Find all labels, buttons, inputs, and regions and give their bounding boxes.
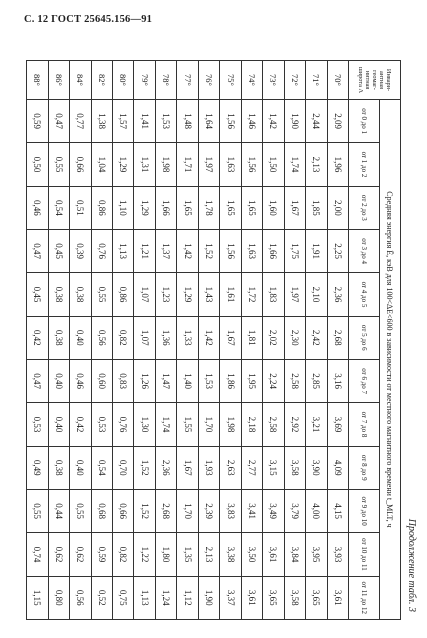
interval-header: от 8 до 9 — [349, 446, 380, 489]
latitude-cell: 77° — [177, 61, 198, 100]
value-cell: 1,12 — [177, 576, 198, 619]
latitude-cell: 75° — [220, 61, 241, 100]
value-cell: 2,58 — [284, 359, 305, 402]
value-cell: 3,21 — [306, 403, 327, 446]
value-cell: 3,37 — [220, 576, 241, 619]
table-row — [198, 61, 219, 620]
table-row — [48, 61, 69, 620]
value-cell: 1,74 — [284, 143, 305, 186]
value-cell: 1,67 — [177, 446, 198, 489]
value-cell: 0,53 — [91, 403, 112, 446]
interval-header: от 4 до 5 — [349, 273, 380, 316]
value-cell: 1,75 — [284, 229, 305, 272]
value-cell: 3,16 — [327, 359, 348, 402]
value-cell: 2,63 — [220, 446, 241, 489]
value-cell: 2,68 — [155, 489, 176, 532]
value-cell: 3,65 — [306, 576, 327, 619]
latitude-cell: 73° — [263, 61, 284, 100]
value-cell: 1,04 — [91, 143, 112, 186]
value-cell: 1,29 — [134, 186, 155, 229]
value-cell: 2,13 — [306, 143, 327, 186]
value-cell: 1,53 — [155, 100, 176, 143]
value-cell: 3,83 — [220, 489, 241, 532]
value-cell: 1,42 — [177, 229, 198, 272]
value-cell: 1,96 — [327, 143, 348, 186]
value-cell: 1,13 — [113, 229, 134, 272]
value-cell: 3,61 — [327, 576, 348, 619]
value-cell: 1,63 — [220, 143, 241, 186]
value-cell: 2,36 — [155, 446, 176, 489]
table-row — [91, 61, 112, 620]
value-cell: 0,45 — [27, 273, 49, 316]
value-cell: 4,15 — [327, 489, 348, 532]
value-cell: 0,46 — [70, 359, 91, 402]
value-cell: 0,51 — [70, 186, 91, 229]
value-cell: 2,39 — [198, 489, 219, 532]
value-cell: 1,57 — [113, 100, 134, 143]
value-cell: 2,25 — [327, 229, 348, 272]
latitude-cell: 76° — [198, 61, 219, 100]
interval-header-row — [349, 61, 380, 620]
value-cell: 1,70 — [198, 403, 219, 446]
table-row — [177, 61, 198, 620]
value-cell: 0,86 — [91, 186, 112, 229]
value-cell: 1,31 — [134, 143, 155, 186]
value-cell: 1,56 — [220, 100, 241, 143]
interval-header: от 3 до 4 — [349, 229, 380, 272]
latitude-cell: 70° — [327, 61, 348, 100]
value-cell: 0,62 — [48, 533, 69, 576]
value-cell: 0,45 — [48, 229, 69, 272]
value-cell: 0,62 — [70, 533, 91, 576]
value-cell: 0,55 — [91, 273, 112, 316]
value-cell: 0,59 — [27, 100, 49, 143]
value-cell: 1,29 — [113, 143, 134, 186]
value-cell: 0,55 — [70, 489, 91, 532]
table-row — [263, 61, 284, 620]
value-cell: 0,53 — [27, 403, 49, 446]
value-cell: 0,55 — [27, 489, 49, 532]
value-cell: 2,10 — [306, 273, 327, 316]
latitude-cell: 78° — [155, 61, 176, 100]
latitude-cell: 71° — [306, 61, 327, 100]
value-cell: 1,90 — [284, 100, 305, 143]
value-cell: 1,41 — [134, 100, 155, 143]
value-cell: 3,90 — [306, 446, 327, 489]
value-cell: 0,56 — [91, 316, 112, 359]
value-cell: 0,59 — [91, 533, 112, 576]
value-cell: 1,37 — [155, 229, 176, 272]
value-cell: 3,58 — [284, 576, 305, 619]
value-cell: 2,09 — [327, 100, 348, 143]
value-cell: 0,74 — [27, 533, 49, 576]
table-row — [155, 61, 176, 620]
value-cell: 1,97 — [198, 143, 219, 186]
value-cell: 3,41 — [241, 489, 262, 532]
value-cell: 0,82 — [113, 316, 134, 359]
value-cell: 3,84 — [284, 533, 305, 576]
value-cell: 2,02 — [263, 316, 284, 359]
value-cell: 1,24 — [155, 576, 176, 619]
table-caption: Средняя энергия Ē, кэВ для 100<ΔE<600 в зависимости от местного магнитного времени t_MLT, ч — [380, 100, 401, 620]
value-cell: 0,38 — [48, 446, 69, 489]
value-cell: 2,58 — [263, 403, 284, 446]
value-cell: 1,66 — [155, 186, 176, 229]
value-cell: 1,65 — [241, 186, 262, 229]
value-cell: 1,66 — [263, 229, 284, 272]
latitude-cell: 79° — [134, 61, 155, 100]
value-cell: 1,65 — [177, 186, 198, 229]
interval-header: от 0 до 1 — [349, 100, 380, 143]
latitude-cell: 88° — [27, 61, 49, 100]
interval-header: от 10 до 11 — [349, 533, 380, 576]
value-cell: 0,52 — [91, 576, 112, 619]
value-cell: 3,95 — [306, 533, 327, 576]
value-cell: 3,15 — [263, 446, 284, 489]
value-cell: 1,97 — [284, 273, 305, 316]
value-cell: 3,65 — [263, 576, 284, 619]
value-cell: 1,13 — [134, 576, 155, 619]
value-cell: 0,54 — [91, 446, 112, 489]
value-cell: 0,77 — [70, 100, 91, 143]
value-cell: 1,83 — [263, 273, 284, 316]
value-cell: 1,63 — [241, 229, 262, 272]
value-cell: 1,29 — [177, 273, 198, 316]
value-cell: 1,70 — [177, 489, 198, 532]
page-header: С. 12 ГОСТ 25645.156—91 — [24, 14, 153, 25]
latitude-cell: 82° — [91, 61, 112, 100]
value-cell: 0,56 — [70, 576, 91, 619]
value-cell: 1,43 — [198, 273, 219, 316]
value-cell: 1,81 — [241, 316, 262, 359]
value-cell: 1,60 — [263, 186, 284, 229]
value-cell: 1,07 — [134, 316, 155, 359]
latitude-cell: 86° — [48, 61, 69, 100]
value-cell: 0,76 — [113, 403, 134, 446]
value-cell: 1,71 — [177, 143, 198, 186]
latitude-cell: 80° — [113, 61, 134, 100]
table-row — [306, 61, 327, 620]
value-cell: 1,42 — [263, 100, 284, 143]
continuation-label: Продолжение табл. 3 — [406, 518, 417, 612]
interval-header: от 2 до 3 — [349, 186, 380, 229]
value-cell: 1,86 — [220, 359, 241, 402]
value-cell: 1,30 — [134, 403, 155, 446]
value-cell: 0,54 — [48, 186, 69, 229]
value-cell: 1,95 — [241, 359, 262, 402]
value-cell: 0,86 — [113, 273, 134, 316]
energy-table — [26, 60, 401, 620]
value-cell: 0,40 — [48, 403, 69, 446]
value-cell: 4,00 — [306, 489, 327, 532]
value-cell: 0,82 — [113, 533, 134, 576]
interval-header: от 5 до 6 — [349, 316, 380, 359]
value-cell: 1,74 — [155, 403, 176, 446]
value-cell: 1,72 — [241, 273, 262, 316]
value-cell: 0,66 — [70, 143, 91, 186]
value-cell: 3,50 — [241, 533, 262, 576]
value-cell: 1,40 — [177, 359, 198, 402]
value-cell: 1,38 — [91, 100, 112, 143]
value-cell: 1,85 — [306, 186, 327, 229]
value-cell: 3,69 — [327, 403, 348, 446]
interval-header: от 1 до 2 — [349, 143, 380, 186]
value-cell: 0,50 — [27, 143, 49, 186]
value-cell: 1,35 — [177, 533, 198, 576]
value-cell: 1,65 — [220, 186, 241, 229]
value-cell: 1,48 — [177, 100, 198, 143]
value-cell: 0,42 — [27, 316, 49, 359]
value-cell: 2,42 — [306, 316, 327, 359]
interval-header: от 9 до 10 — [349, 489, 380, 532]
value-cell: 1,50 — [263, 143, 284, 186]
table-row — [284, 61, 305, 620]
value-cell: 1,90 — [198, 576, 219, 619]
interval-header: от 6 до 7 — [349, 359, 380, 402]
value-cell: 1,10 — [113, 186, 134, 229]
value-cell: 3,79 — [284, 489, 305, 532]
value-cell: 0,55 — [48, 143, 69, 186]
value-cell: 1,52 — [134, 446, 155, 489]
value-cell: 1,56 — [220, 229, 241, 272]
value-cell: 0,40 — [70, 316, 91, 359]
value-cell: 1,98 — [155, 143, 176, 186]
value-cell: 3,93 — [327, 533, 348, 576]
value-cell: 1,42 — [198, 316, 219, 359]
value-cell: 1,46 — [241, 100, 262, 143]
value-cell: 1,52 — [134, 489, 155, 532]
value-cell: 4,09 — [327, 446, 348, 489]
value-cell: 2,36 — [327, 273, 348, 316]
value-cell: 1,55 — [177, 403, 198, 446]
rotated-table-area — [22, 60, 417, 620]
table-row — [220, 61, 241, 620]
value-cell: 1,61 — [220, 273, 241, 316]
value-cell: 0,40 — [70, 446, 91, 489]
value-cell: 2,44 — [306, 100, 327, 143]
value-cell: 1,22 — [134, 533, 155, 576]
value-cell: 2,77 — [241, 446, 262, 489]
value-cell: 0,44 — [48, 489, 69, 532]
value-cell: 2,68 — [327, 316, 348, 359]
latitude-cell: 74° — [241, 61, 262, 100]
value-cell: 1,64 — [198, 100, 219, 143]
value-cell: 0,66 — [113, 489, 134, 532]
value-cell: 1,53 — [198, 359, 219, 402]
value-cell: 1,80 — [155, 533, 176, 576]
value-cell: 1,98 — [220, 403, 241, 446]
value-cell: 1,26 — [134, 359, 155, 402]
value-cell: 1,93 — [198, 446, 219, 489]
value-cell: 0,83 — [113, 359, 134, 402]
value-cell: 1,56 — [241, 143, 262, 186]
value-cell: 0,60 — [91, 359, 112, 402]
interval-header: от 7 до 8 — [349, 403, 380, 446]
value-cell: 0,75 — [113, 576, 134, 619]
interval-header: от 11 до 12 — [349, 576, 380, 619]
value-cell: 1,36 — [155, 316, 176, 359]
value-cell: 0,38 — [70, 273, 91, 316]
value-cell: 1,91 — [306, 229, 327, 272]
value-cell: 1,23 — [155, 273, 176, 316]
latitude-cell: 84° — [70, 61, 91, 100]
value-cell: 2,24 — [263, 359, 284, 402]
table-row — [113, 61, 134, 620]
value-cell: 2,13 — [198, 533, 219, 576]
value-cell: 0,80 — [48, 576, 69, 619]
value-cell: 1,47 — [155, 359, 176, 402]
value-cell: 0,38 — [48, 273, 69, 316]
value-cell: 3,38 — [220, 533, 241, 576]
table-row — [134, 61, 155, 620]
value-cell: 2,30 — [284, 316, 305, 359]
value-cell: 0,46 — [27, 186, 49, 229]
value-cell: 1,52 — [198, 229, 219, 272]
table-row — [27, 61, 49, 620]
value-cell: 0,47 — [27, 359, 49, 402]
value-cell: 2,85 — [306, 359, 327, 402]
value-cell: 0,47 — [48, 100, 69, 143]
value-cell: 0,68 — [91, 489, 112, 532]
value-cell: 1,15 — [27, 576, 49, 619]
latitude-header: Инвари-антная геомаг-нитная широта Λ — [349, 61, 401, 100]
table-row — [70, 61, 91, 620]
value-cell: 0,49 — [27, 446, 49, 489]
value-cell: 0,47 — [27, 229, 49, 272]
latitude-cell: 72° — [284, 61, 305, 100]
value-cell: 3,58 — [284, 446, 305, 489]
value-cell: 1,07 — [134, 273, 155, 316]
table-row — [327, 61, 348, 620]
value-cell: 2,00 — [327, 186, 348, 229]
value-cell: 0,70 — [113, 446, 134, 489]
value-cell: 0,39 — [70, 229, 91, 272]
value-cell: 0,38 — [48, 316, 69, 359]
value-cell: 0,40 — [48, 359, 69, 402]
table-row — [241, 61, 262, 620]
value-cell: 3,61 — [241, 576, 262, 619]
value-cell: 3,61 — [263, 533, 284, 576]
value-cell: 1,67 — [284, 186, 305, 229]
value-cell: 2,18 — [241, 403, 262, 446]
value-cell: 1,78 — [198, 186, 219, 229]
value-cell: 1,21 — [134, 229, 155, 272]
value-cell: 3,49 — [263, 489, 284, 532]
value-cell: 1,67 — [220, 316, 241, 359]
value-cell: 2,92 — [284, 403, 305, 446]
value-cell: 1,33 — [177, 316, 198, 359]
table-body — [27, 61, 349, 620]
value-cell: 0,42 — [70, 403, 91, 446]
value-cell: 0,76 — [91, 229, 112, 272]
